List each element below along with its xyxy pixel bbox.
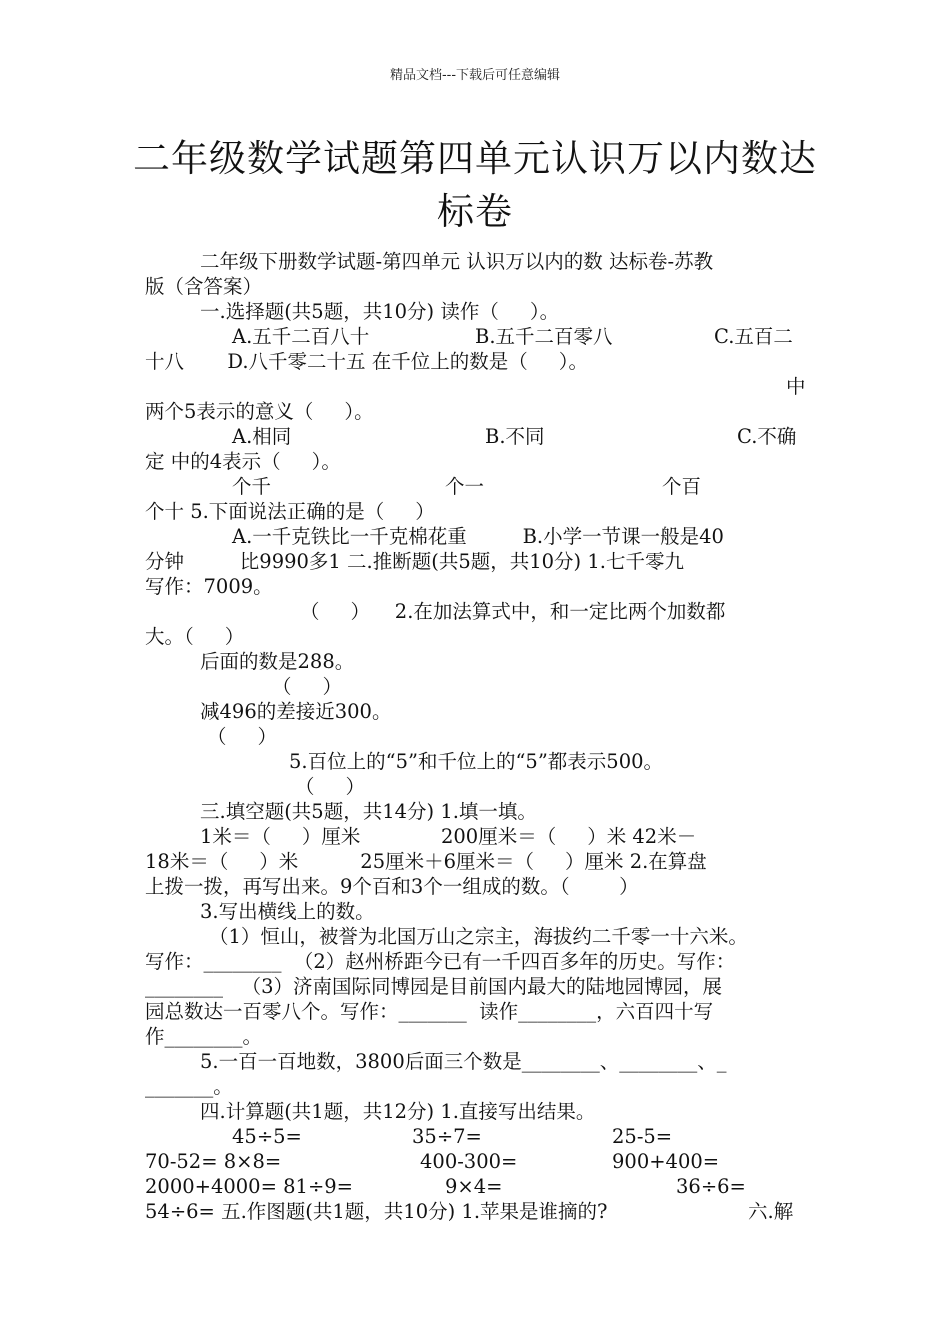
question-line: A.一千克铁比一千克棉花重 B.小学一节课一般是40 — [232, 525, 724, 548]
page-header: 精品文档---下载后可任意编辑 — [389, 68, 561, 83]
section-calc-heading: 四.计算题(共1题，共12分) 1.直接写出结果。 — [200, 1100, 596, 1123]
calc-item: 36÷6= — [676, 1175, 746, 1198]
calc-item: 35÷7= — [412, 1125, 482, 1148]
question-line: 中 — [786, 375, 806, 398]
intro-line-1: 二年级下册数学试题-第四单元 认识万以内的数 达标卷-苏教 — [200, 250, 714, 273]
calc-item: 45÷5= — [232, 1125, 302, 1148]
calc-item: 2000+4000= 81÷9= — [145, 1175, 354, 1198]
section-fill-heading: 三.填空题(共5题，共14分) 1.填一填。 — [200, 800, 537, 823]
calc-item: 900+400= — [612, 1150, 720, 1173]
question-line: 后面的数是288。 — [200, 650, 355, 673]
question-line: （1）恒山，被誉为北国万山之宗主，海拔约二千零一十六米。 — [209, 925, 748, 948]
question-line: 上拨一拨，再写出来。9个百和3个一组成的数。（ ） — [145, 875, 639, 898]
question-line: 1米＝（ ）厘米 200厘米＝（ ）米 42米－ — [200, 825, 697, 848]
section-choice-heading: 一.选择题(共5题，共10分) 读作（ ）。 — [200, 300, 560, 323]
document-title-line2: 标卷 — [437, 190, 513, 233]
calc-item: 25-5= — [612, 1125, 673, 1148]
answer-blank: （ ） — [272, 675, 342, 698]
question-line: _______。 — [145, 1075, 233, 1098]
option-a-q4: 个千 — [232, 475, 272, 498]
question-line: 分钟 比9990多1 二.推断题(共5题，共10分) 1.七千零九 — [145, 550, 684, 573]
question-line: 个十 5.下面说法正确的是（ ） — [145, 500, 435, 523]
option-b-q3: B.不同 — [485, 425, 545, 448]
option-c-q1: C.五百二 — [714, 325, 793, 348]
option-a-q1: A.五千二百八十 — [232, 325, 370, 348]
question-line: 两个5表示的意义（ ）。 — [145, 400, 374, 423]
question-line: 54÷6= 五.作图题(共1题，共10分) 1.苹果是谁摘的? — [145, 1200, 608, 1223]
question-line: （ ） 2.在加法算式中，和一定比两个加数都 — [300, 600, 726, 623]
calc-item: 9×4= — [445, 1175, 503, 1198]
option-a-q3: A.相同 — [232, 425, 292, 448]
document-title-line1: 二年级数学试题第四单元认识万以内数达 — [133, 137, 817, 180]
option-c-q3: C.不确 — [737, 425, 797, 448]
question-line: 写作：7009。 — [145, 575, 273, 598]
section-solve-heading: 六.解 — [748, 1200, 794, 1223]
question-line: 十八 D.八千零二十五 在千位上的数是（ ）。 — [145, 350, 588, 373]
answer-blank: （ ） — [295, 775, 365, 798]
question-line: 减496的差接近300。 — [200, 700, 392, 723]
question-line: 大。（ ） — [145, 625, 245, 648]
option-b-q1: B.五千二百零八 — [475, 325, 613, 348]
question-line: 3.写出横线上的数。 — [200, 900, 375, 923]
option-b-q4: 个一 — [445, 475, 485, 498]
calc-item: 70-52= 8×8= — [145, 1150, 282, 1173]
question-line: 写作：________ （2）赵州桥距今已有一千四百多年的历史。写作： — [145, 950, 736, 973]
question-line: 定 中的4表示（ ）。 — [145, 450, 341, 473]
answer-blank: （ ） — [207, 725, 277, 748]
question-line: 18米＝（ ）米 25厘米＋6厘米＝（ ）厘米 2.在算盘 — [145, 850, 707, 873]
intro-line-2: 版（含答案） — [145, 275, 263, 298]
question-line: 作________。 — [145, 1025, 263, 1048]
calc-item: 400-300= — [420, 1150, 518, 1173]
question-line: 5.百位上的“5”和千位上的“5”都表示500。 — [289, 750, 664, 773]
question-line: ________ （3）济南国际同博园是目前国内最大的陆地园博园，展 — [145, 975, 723, 998]
question-line: 园总数达一百零八个。写作：_______ 读作________，六百四十写 — [145, 1000, 714, 1023]
question-line: 5.一百一百地数，3800后面三个数是________、________、_ — [200, 1050, 727, 1073]
option-c-q4: 个百 — [662, 475, 702, 498]
